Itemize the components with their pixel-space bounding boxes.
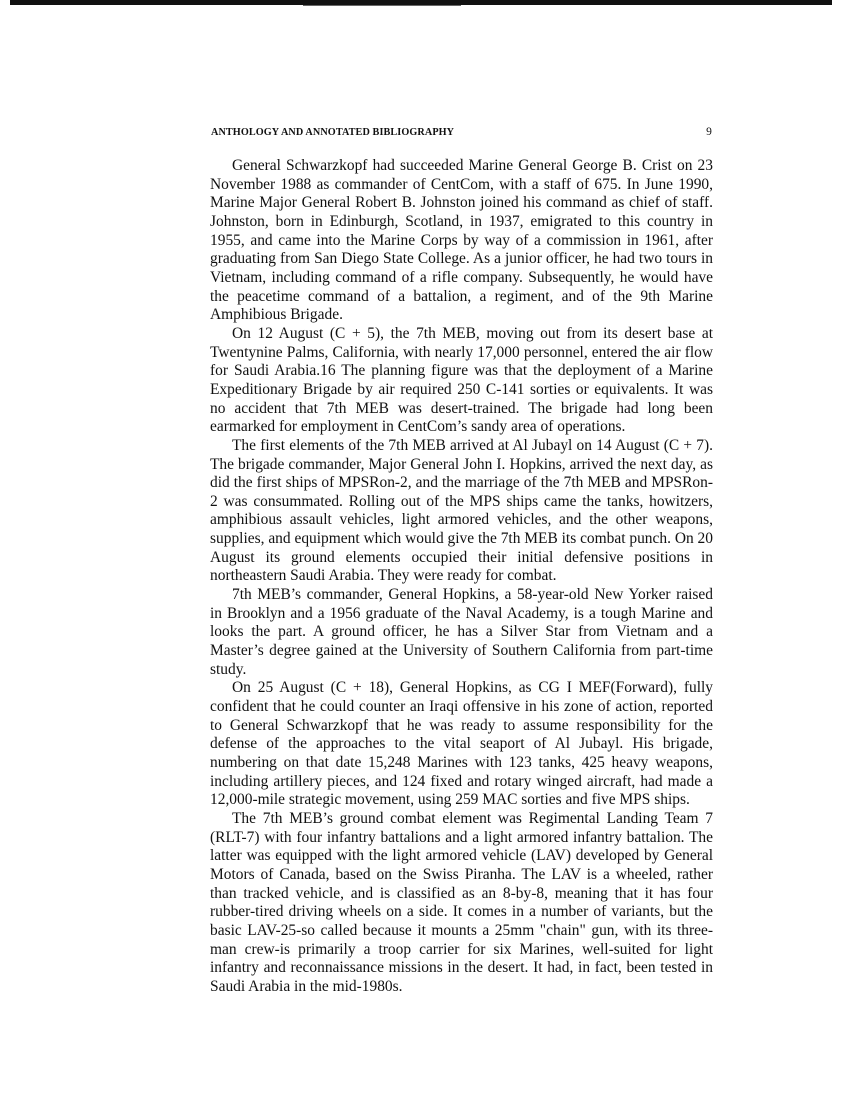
page-number: 9 (706, 126, 712, 138)
body-text (210, 157, 713, 997)
paragraph: On 25 August (C + 18), General Hopkins, as CG I MEF(Forward), fully confident that he could counter an Iraqi offensive in his zone of action, reported to General Schwarzkopf that he was ready to assume responsibility for the defense of the approaches to the vital seaport of Al Jubayl. His brigade, numbering on that date 15,248 Marines with 123 tanks, 425 heavy weapons, including artillery pieces, and 124 fixed and rotary winged aircraft, had made a 12,000-mile strategic movement, using 259 MAC sorties and five MPS ships. (210, 679, 713, 809)
running-head-title: ANTHOLOGY AND ANNOTATED BIBLIOGRAPHY (211, 127, 455, 138)
paragraph: The 7th MEB’s ground combat element was Regimental Landing Team 7 (RLT-7) with four infantry battalions and a light armored infantry battalion. The latter was equipped with the light armored vehicle (LAV) developed by General Motors of Canada, based on the Swiss Piranha. The LAV is a wheeled, rather than tracked vehicle, and is classified as an 8-by-8, meaning that it has four rubber-tired driving wheels on a side. It comes in a number of variants, but the basic LAV-25-so called because it mounts a 25mm "chain" gun, with its three-man crew-is primarily a troop carrier for six Marines, well-suited for light infantry and reconnaissance missions in the desert. It had, in fact, been tested in Saudi Arabia in the mid-1980s. (210, 809, 713, 995)
paragraph: The first elements of the 7th MEB arrived at Al Jubayl on 14 August (C + 7). The brigade commander, Major General John I. Hopkins, arrived the next day, as did the first ships of MPSRon-2, and the marriage of the 7th MEB and MPSRon-2 was consummated. Rolling out of the MPS ships came the tanks, howitzers, amphibious assault vehicles, light armored vehicles, and the other weapons, supplies, and equipment which would give the 7th MEB its combat punch. On 20 August its ground elements occupied their initial defensive positions in northeastern Saudi Arabia. They were ready for combat. (210, 436, 713, 585)
paragraph: On 12 August (C + 5), the 7th MEB, moving out from its desert base at Twentynine Palms, California, with nearly 17,000 personnel, entered the air flow for Saudi Arabia.16 The planning figure was that the deployment of a Marine Expeditionary Brigade by air required 250 C-141 sorties or equivalents. It was no accident that 7th MEB was desert-trained. The brigade had long been earmarked for employment in CentCom’s sandy area of operations. (210, 324, 713, 436)
running-head (211, 127, 712, 143)
paragraph: 7th MEB’s commander, General Hopkins, a 58-year-old New Yorker raised in Brooklyn and a 1956 graduate of the Naval Academy, is a tough Marine and looks the part. A ground officer, he has a Silver Star from Vietnam and a Master’s degree gained at the University of Southern California from part-time study. (210, 586, 713, 678)
paragraph: General Schwarzkopf had succeeded Marine General George B. Crist on 23 November 1988 as commander of CentCom, with a staff of 675. In June 1990, Marine Major General Robert B. Johnston joined his command as chief of staff. Johnston, born in Edinburgh, Scotland, in 1937, emigrated to this country in 1955, and came into the Marine Corps by way of a commission in 1961, after graduating from San Diego State College. As a junior officer, he had two tours in Vietnam, including command of a rifle company. Subsequently, he would have the peacetime command of a battalion, a regiment, and of the 9th Marine Amphibious Brigade. (210, 157, 713, 324)
scan-top-border-shadow (303, 5, 461, 6)
